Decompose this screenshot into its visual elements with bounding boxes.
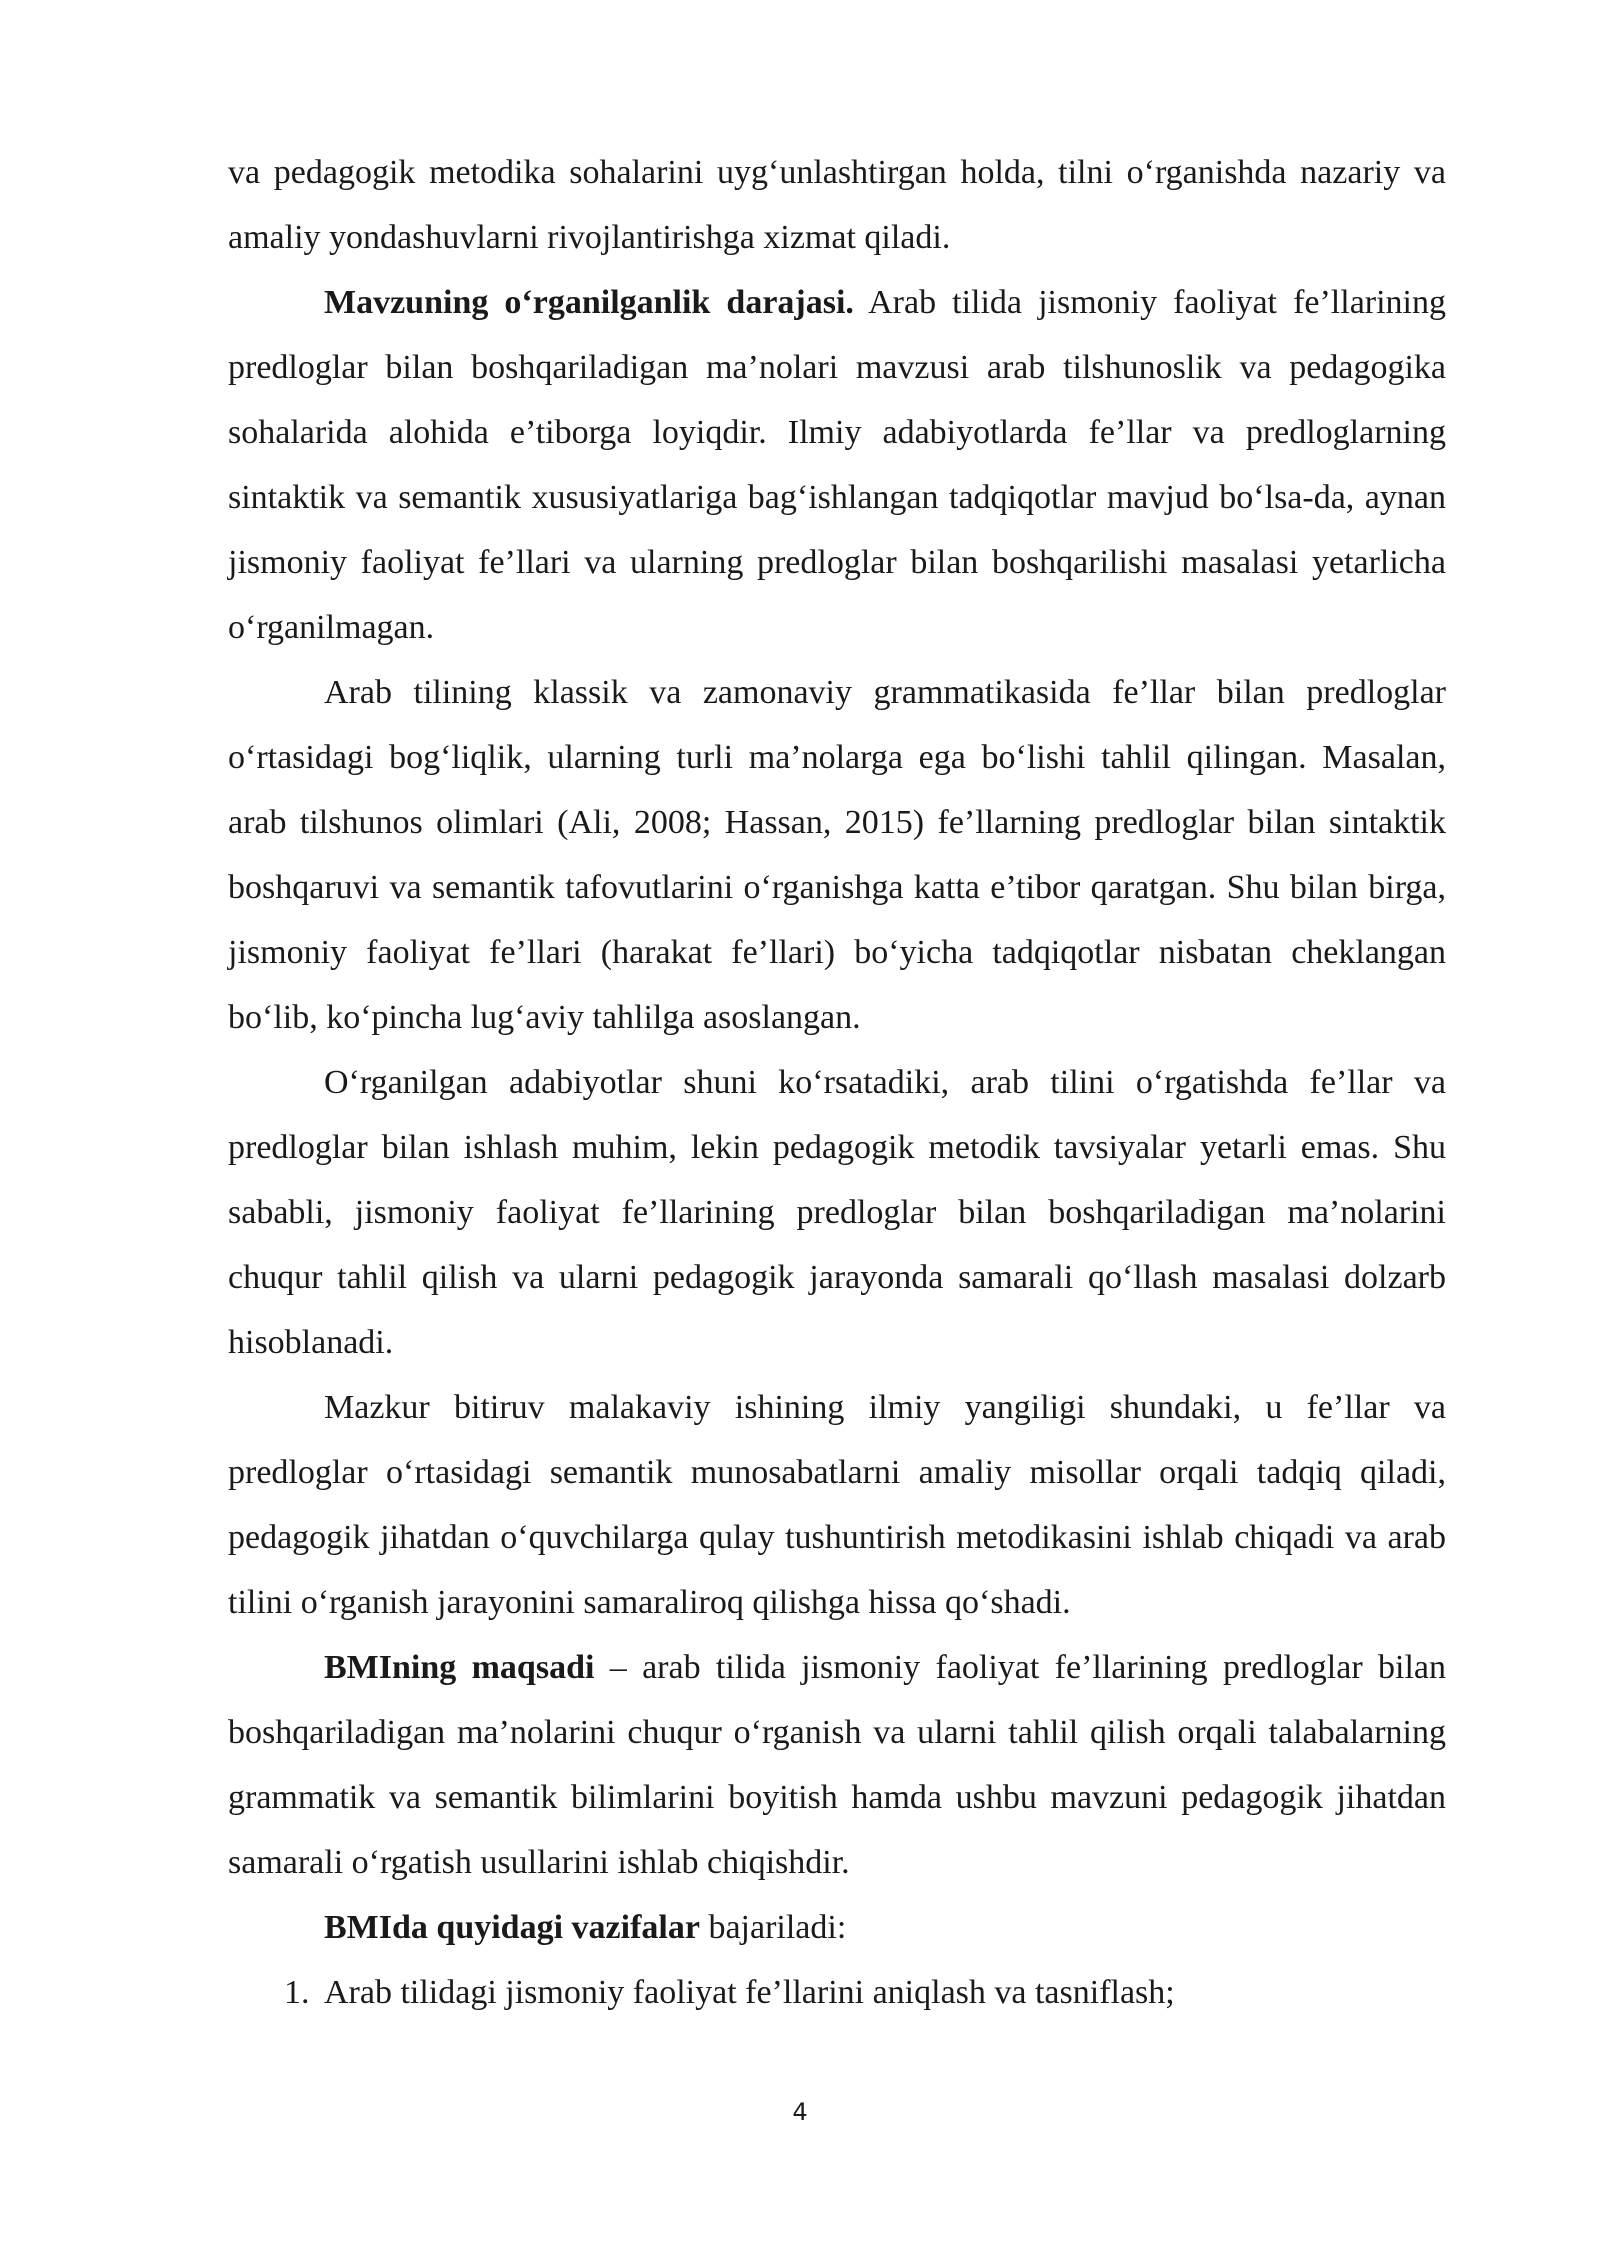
paragraph-study-level: [228, 270, 1446, 660]
task-list-item: [228, 1960, 1446, 2025]
list-item-number: 1.: [284, 1974, 310, 2011]
list-item-text: Arab tilidagi jismoniy faoliyat fe’llarini aniqlash va tasniflash;: [324, 1974, 1175, 2011]
paragraph-text: Mazkur bitiruv malakaviy ishining ilmiy yangiligi shundaki, u fe’llar va predloglar o‘rtasidagi semantik munosabatlarni amaliy misollar orqali tadqiq qiladi, pedagogik jihatdan o‘quvchilarga qulay tushuntirish metodikasini ishlab chiqadi va arab tilini o‘rganish jarayonini samaraliroq qilishga hissa qo‘shadi.: [228, 1389, 1446, 1621]
page-number: 4: [792, 2098, 808, 2126]
paragraph-intro-continuation: [228, 140, 1446, 270]
paragraph-bold-lead: BMIda quyidagi vazifalar: [324, 1909, 700, 1946]
document-page: [228, 140, 1446, 2025]
paragraph-literature-findings: [228, 1050, 1446, 1375]
paragraph-text: va pedagogik metodika sohalarini uyg‘unlashtirgan holda, tilni o‘rganishda nazariy va amaliy yondashuvlarni rivojlantirishga xizmat qiladi.: [228, 154, 1446, 256]
paragraph-text: Arab tilida jismoniy faoliyat fe’llarining predloglar bilan boshqariladigan ma’nolari mavzusi arab tilshunoslik va pedagogika sohalarida alohida e’tiborga loyiqdir. Ilmiy adabiyotlarda fe’llar va predloglarning sintaktik va semantik xususiyatlariga bag‘ishlangan tadqiqotlar mavjud bo‘lsa-da, aynan jismoniy faoliyat fe’llari va ularning predloglar bilan boshqarilishi masalasi yetarlicha o‘rganilmagan.: [228, 284, 1447, 646]
paragraph-grammar-review: [228, 660, 1446, 1050]
paragraph-text: – arab tilida jismoniy faoliyat fe’llarining predloglar bilan boshqariladigan ma’nolarini chuqur o‘rganish va ularni tahlil qilish orqali talabalarning grammatik va semantik bilimlarini boyitish hamda ushbu mavzuni pedagogik jihatdan samarali o‘rgatish usullarini ishlab chiqishdir.: [228, 1649, 1446, 1881]
paragraph-goal: [228, 1635, 1446, 1895]
paragraph-bold-lead: Mavzuning o‘rganilganlik darajasi.: [324, 284, 854, 321]
paragraph-tasks-heading: [228, 1895, 1446, 1960]
paragraph-text: bajariladi:: [699, 1909, 847, 1946]
paragraph-scientific-novelty: [228, 1375, 1446, 1635]
paragraph-text: Arab tilining klassik va zamonaviy grammatikasida fe’llar bilan predloglar o‘rtasidagi bog‘liqlik, ularning turli ma’nolarga ega bo‘lishi tahlil qilingan. Masalan, arab tilshunos olimlari (Ali, 2008; Hassan, 2015) fe’llarning predloglar bilan sintaktik boshqaruvi va semantik tafovutlarini o‘rganishga katta e’tibor qaratgan. Shu bilan birga, jismoniy faoliyat fe’llari (harakat fe’llari) bo‘yicha tadqiqotlar nisbatan cheklangan bo‘lib, ko‘pincha lug‘aviy tahlilga asoslangan.: [228, 674, 1446, 1036]
paragraph-text: O‘rganilgan adabiyotlar shuni ko‘rsatadiki, arab tilini o‘rgatishda fe’llar va predloglar bilan ishlash muhim, lekin pedagogik metodik tavsiyalar yetarli emas. Shu sababli, jismoniy faoliyat fe’llarining predloglar bilan boshqariladigan ma’nolarini chuqur tahlil qilish va ularni pedagogik jarayonda samarali qo‘llash masalasi dolzarb hisoblanadi.: [228, 1064, 1446, 1361]
paragraph-bold-lead: BMIning maqsadi: [324, 1649, 595, 1686]
